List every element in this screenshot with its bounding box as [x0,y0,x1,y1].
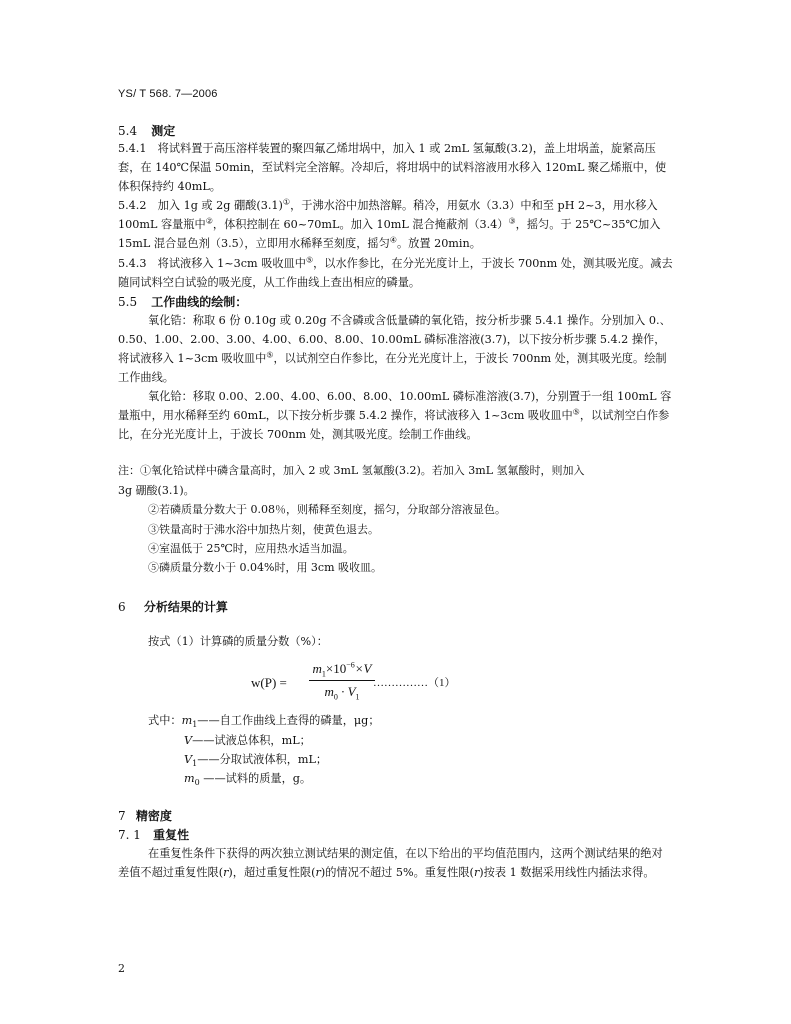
footnote-mark: ⑤ [266,350,274,360]
section-5-4-heading [118,122,175,139]
section-number: 5.5 [118,295,138,309]
section-number: 6 [118,600,126,614]
page-number: 2 [118,962,125,975]
text: 5.4.3 将试液移入 1~3cm 吸收皿中 [118,257,306,270]
formula-1 [251,660,491,705]
footnote-mark: ① [282,197,291,207]
para-5-4-2 [118,196,673,253]
note-2: ②若磷质量分数大于 0.08％，则稀释至刻度，摇匀，分取部分溶液显色。 [148,503,506,516]
symbol: m [324,684,334,699]
text: 5.4.2 加入 1g 或 2g 硼酸(3.1) [118,199,283,212]
text: ——试液总体积，mL； [192,734,311,747]
note-1-line-1: 注：①氧化铪试样中磷含量高时，加入 2 或 3mL 氢氟酸(3.2)。若加入 3mL 氢氟酸时，则加入 [118,464,585,477]
subscript: 1 [192,720,198,730]
var-v [184,731,311,750]
symbol: m [181,714,193,727]
para-5-4-1: 5.4.1 将试料置于高压溶样装置的聚四氟乙烯坩埚中，加入 1 或 2mL 氢氟酸(3.2)，盖上坩埚盖，旋紧高压套，在 140℃保温 50min，至试料完全溶解。冷却后，将坩埚中的试料溶液用水移入 120mL 聚乙烯瓶中，使体积保持约 40mL。 [118,142,667,193]
section-title: 测定 [151,124,176,138]
symbol: m [184,772,195,785]
var-m0 [184,769,311,788]
footnote-mark: ② [205,216,213,226]
section-6-heading [118,598,228,615]
section-number: 7. 1 [118,828,141,842]
symbol: · V [337,684,356,699]
para-zirconia [118,311,673,387]
text: 。放置 20min。 [396,237,481,250]
footnote-mark: ⑤ [305,255,314,265]
section-title: 精密度 [135,809,172,823]
section-5-5-heading [118,293,247,310]
subscript: 1 [321,669,326,679]
var-m1 [148,711,380,730]
formula-number: ……………（1） [373,677,456,689]
subscript: 0 [333,692,338,702]
text: )的情况不超过 5%。重复性限( [320,866,474,879]
section-title: 工作曲线的绘制： [151,295,248,309]
formula-numerator [309,661,375,677]
text: )，超过重复性限( [228,866,316,879]
footnote-mark: ⑤ [572,407,580,417]
text: ，以水作参比，在分光光度计上，于波长 700nm 处，测其吸光度。减去随同试料空白试验的吸光度，从工作曲线上查出相应的磷量。 [118,257,673,289]
text: 氧化铪：移取 0.00、2.00、4.00、6.00、8.00、10.00mL 磷标准溶液(3.7)，分别置于一组 100mL 容量瓶中，用水稀释至约 60mL，以下按分析步骤 5.4.2 操作，将试液移入 1~3cm 吸收皿中 [118,390,672,422]
exponent: −6 [346,660,355,670]
text: )按表 1 数据采用线性内插法求得。 [479,866,655,879]
footnote-mark: ③ [508,216,516,226]
var-v1 [184,750,327,769]
text: 氧化锆：称取 6 份 0.10g 或 0.20g 不含磷或含低量磷的氧化锆，按分析步骤 5.4.1 操作。分别加入 0.、0.50、1.00、2.00、3.00、4.00、6.00、8.00、10.00mL 磷标准溶液(3.7)，以下按分析步骤 5.4.2 操作，将试液移入 1~3cm 吸收皿中 [118,314,671,365]
text: ——自工作曲线上查得的磷量，μg； [197,714,380,727]
note-5: ⑤磷质量分数小于 0.04%时，用 3cm 吸收皿。 [148,561,383,574]
symbol: r [473,866,480,879]
formula-lhs: w(P) = [251,675,287,690]
section-7-1-heading [118,826,189,843]
footnote-mark: ④ [389,235,397,245]
label: 式中： [148,714,182,727]
text: ×10 [325,661,347,676]
text: ，摇匀。于 25℃~35℃加入 15mL 混合显色剂（3.5），立即用水稀释至刻度，摇匀 [118,218,661,250]
symbol: V [184,734,193,747]
section-number: 5.4 [118,124,138,138]
para-5-4-3 [118,254,673,292]
symbol: m [312,661,322,676]
symbol: ×V [354,661,372,676]
para-7-1 [118,844,673,882]
subscript: 1 [355,692,360,702]
note-4: ④室温低于 25℃时，应用热水适当加温。 [148,542,354,555]
text: ，以试剂空白作参比，在分光光度计上，于波长 700nm 处，测其吸光度。绘制工作曲线。 [118,352,667,384]
symbol: r [315,866,321,879]
note-1-line-2: 3g 硼酸(3.1)。 [118,484,195,497]
text: 在重复性条件下获得的两次独立测试结果的测定值，在以下给出的平均值范围内，这两个测试结果的绝对差值不超过重复性限( [118,847,663,879]
standard-number: YS/ T 568. 7—2006 [118,88,218,100]
text: ，体积控制在 60~70mL。加入 10mL 混合掩蔽剂（3.4） [212,218,509,231]
symbol: r [223,866,229,879]
section-7-heading [118,807,172,824]
section-number: 7 [118,809,126,823]
text: ——试料的质量，g。 [199,772,312,785]
section-title: 分析结果的计算 [143,600,228,614]
symbol: V [184,753,193,766]
text: ，于沸水浴中加热溶解。稍冷，用氨水（3.3）中和至 pH 2~3，用水移入 100mL 容量瓶中 [118,199,658,231]
formula-denominator [309,684,375,700]
calc-intro: 按式（1）计算磷的质量分数（%）： [148,635,328,648]
text: ——分取试液体积，mL； [197,753,328,766]
subscript: 0 [194,778,200,788]
para-hafnia [118,387,673,444]
note-3: ③铁量高时于沸水浴中加热片刻，使黄色退去。 [148,523,379,536]
section-title: 重复性 [153,828,190,842]
text: ，以试剂空白作参比，在分光光度计上，于波长 700nm 处，测其吸光度。绘制工作曲线。 [118,409,670,441]
fraction-bar [309,680,375,681]
subscript: 1 [192,759,198,769]
